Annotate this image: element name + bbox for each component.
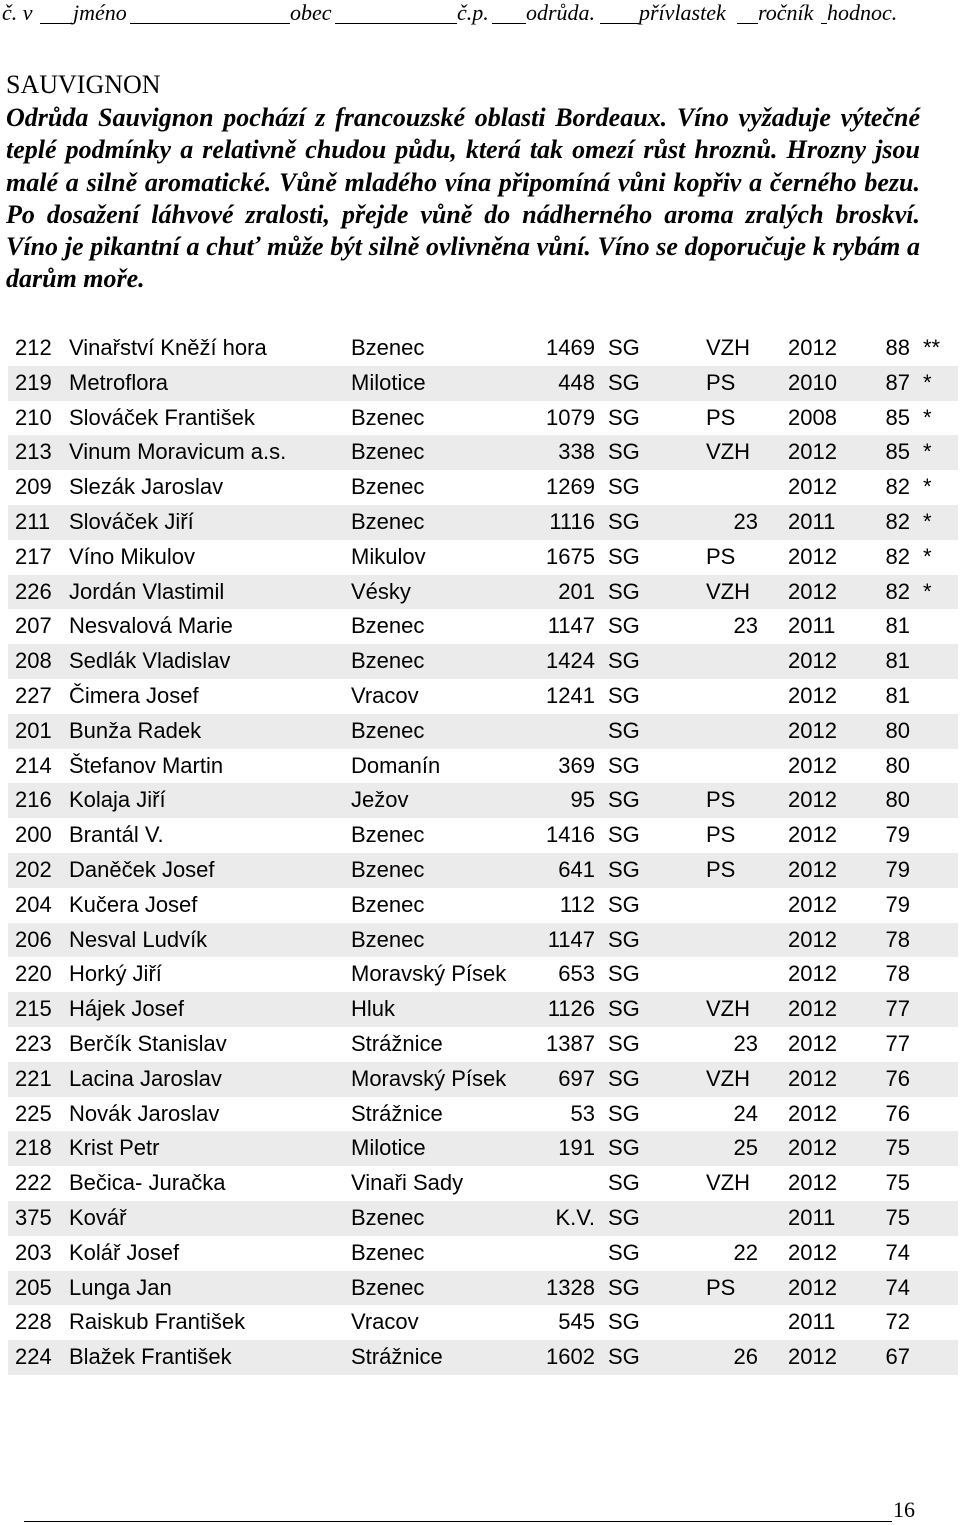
row-stars: *	[923, 439, 932, 465]
row-cp: 545	[558, 1309, 595, 1335]
header-underline	[335, 23, 457, 24]
table-row	[8, 992, 958, 1027]
section-title: SAUVIGNON	[6, 70, 161, 99]
row-privlastek: PS	[706, 404, 736, 430]
column-header	[0, 0, 960, 30]
table-row	[8, 923, 958, 958]
row-hodnoceni: 81	[885, 648, 910, 674]
row-name: Metroflora	[69, 369, 169, 395]
row-cp: K.V.	[555, 1204, 595, 1230]
row-obec: Ježov	[351, 787, 409, 813]
row-rocnik: 2012	[788, 682, 837, 708]
row-cp: 1116	[549, 508, 595, 534]
row-stars: *	[923, 543, 932, 569]
row-hodnoceni: 77	[885, 1030, 910, 1056]
row-name: Kučera Josef	[69, 891, 198, 917]
table-row	[8, 609, 958, 644]
row-privlastek: 23	[733, 508, 758, 534]
row-odruda: SG	[608, 1030, 640, 1056]
row-odruda: SG	[608, 508, 640, 534]
row-rocnik: 2012	[788, 648, 837, 674]
header-underline	[130, 23, 290, 24]
row-rocnik: 2012	[788, 1274, 837, 1300]
header-underline	[737, 23, 758, 24]
row-number: 217	[15, 543, 52, 569]
row-rocnik: 2012	[788, 822, 837, 848]
row-stars: *	[923, 578, 932, 604]
row-number: 203	[15, 1239, 52, 1265]
row-stars: *	[923, 474, 932, 500]
row-name: Horký Jiří	[69, 961, 162, 987]
table-row	[8, 1097, 958, 1132]
row-rocnik: 2012	[788, 543, 837, 569]
row-hodnoceni: 74	[885, 1239, 910, 1265]
row-obec: Bzenec	[351, 474, 425, 500]
row-number: 205	[15, 1274, 52, 1300]
row-hodnoceni: 67	[885, 1344, 910, 1370]
row-name: Kolaja Jiří	[69, 787, 166, 813]
row-number: 227	[15, 682, 52, 708]
row-rocnik: 2012	[788, 787, 837, 813]
row-odruda: SG	[608, 543, 640, 569]
row-cp: 1424	[546, 648, 595, 674]
row-stars: *	[923, 404, 932, 430]
row-cp: 697	[558, 1065, 595, 1091]
row-privlastek: 23	[733, 613, 758, 639]
row-number: 210	[15, 404, 52, 430]
row-number: 206	[15, 926, 52, 952]
row-number: 211	[15, 508, 51, 534]
row-obec: Bzenec	[351, 335, 425, 360]
table-row	[8, 1131, 958, 1166]
row-odruda: SG	[608, 961, 640, 987]
row-odruda: SG	[608, 682, 640, 708]
row-hodnoceni: 88	[885, 335, 910, 360]
row-hodnoceni: 74	[885, 1274, 910, 1300]
row-name: Čimera Josef	[69, 682, 199, 708]
row-name: Vinařství Kněží hora	[69, 335, 267, 360]
row-privlastek: 23	[733, 1030, 758, 1056]
header-privlastek: přívlastek	[639, 0, 726, 25]
row-hodnoceni: 80	[885, 752, 910, 778]
row-hodnoceni: 80	[885, 787, 910, 813]
table-row	[8, 888, 958, 923]
row-stars: *	[923, 369, 932, 395]
row-obec: Bzenec	[351, 1274, 425, 1300]
row-odruda: SG	[608, 891, 640, 917]
row-hodnoceni: 79	[885, 856, 910, 882]
row-rocnik: 2012	[788, 1135, 837, 1161]
row-odruda: SG	[608, 1170, 640, 1196]
row-hodnoceni: 78	[885, 961, 910, 987]
row-hodnoceni: 85	[885, 404, 910, 430]
row-privlastek: VZH	[706, 578, 750, 604]
row-rocnik: 2012	[788, 1065, 837, 1091]
row-odruda: SG	[608, 926, 640, 952]
row-odruda: SG	[608, 787, 640, 813]
row-rocnik: 2012	[788, 752, 837, 778]
row-hodnoceni: 76	[885, 1100, 910, 1126]
row-obec: Mikulov	[351, 543, 426, 569]
row-privlastek: VZH	[706, 335, 750, 360]
table-row	[8, 331, 958, 366]
row-name: Bečica- Juračka	[69, 1170, 226, 1196]
table-row	[8, 749, 958, 784]
row-number: 375	[15, 1204, 52, 1230]
row-rocnik: 2010	[788, 369, 837, 395]
row-cp: 1147	[547, 926, 595, 952]
row-name: Nesval Ludvík	[69, 926, 208, 952]
row-name: Blažek František	[69, 1344, 232, 1370]
row-odruda: SG	[608, 856, 640, 882]
row-number: 222	[15, 1170, 52, 1196]
row-cp: 1147	[547, 613, 595, 639]
row-number: 220	[15, 961, 52, 987]
row-privlastek: VZH	[706, 1065, 750, 1091]
footer-rule	[24, 1521, 892, 1522]
row-rocnik: 2012	[788, 1030, 837, 1056]
row-number: 200	[15, 822, 52, 848]
row-name: Daněček Josef	[69, 856, 215, 882]
row-cp: 641	[558, 856, 595, 882]
row-number: 221	[15, 1065, 52, 1091]
header-hodnoc: hodnoc.	[827, 0, 898, 25]
row-privlastek: PS	[706, 787, 736, 813]
row-obec: Bzenec	[351, 891, 425, 917]
row-obec: Bzenec	[351, 404, 425, 430]
table-row	[8, 957, 958, 992]
variety-description: Odrůda Sauvignon pochází z francouzské oblasti Bordeaux. Víno vyžaduje výtečné teplé podmínky a relativně chudou půdu, která tak omezí růst hroznů. Hrozny jsou malé a silně aromatické. Vůně mladého vína připomíná vůni kopřiv a černého bezu. Po dosažení láhvové zralosti, přejde vůně do nádherného aroma zralých broskví. Víno je pikantní a chuť může být silně ovlivněna vůní. Víno se doporučuje k rybám a darům moře.	[6, 103, 920, 294]
row-number: 225	[15, 1100, 52, 1126]
row-obec: Bzenec	[351, 717, 425, 743]
row-obec: Bzenec	[351, 856, 425, 882]
header-jmeno: jméno	[73, 0, 127, 25]
row-hodnoceni: 78	[885, 926, 910, 952]
row-odruda: SG	[608, 439, 640, 465]
row-number: 209	[15, 474, 52, 500]
row-name: Sedlák Vladislav	[69, 648, 231, 674]
row-obec: Strážnice	[351, 1030, 443, 1056]
row-stars: *	[923, 508, 932, 534]
row-rocnik: 2012	[788, 891, 837, 917]
row-hodnoceni: 85	[885, 439, 910, 465]
row-rocnik: 2011	[788, 508, 836, 534]
row-number: 208	[15, 648, 52, 674]
row-odruda: SG	[608, 1135, 640, 1161]
row-obec: Bzenec	[351, 822, 425, 848]
row-rocnik: 2012	[788, 926, 837, 952]
table-row	[8, 679, 958, 714]
row-obec: Bzenec	[351, 439, 425, 465]
row-cp: 1126	[547, 996, 595, 1022]
row-odruda: SG	[608, 752, 640, 778]
table-row	[8, 714, 958, 749]
table-row	[8, 1062, 958, 1097]
row-name: Štefanov Martin	[69, 752, 224, 778]
row-rocnik: 2012	[788, 474, 837, 500]
row-hodnoceni: 75	[885, 1135, 910, 1161]
row-number: 224	[15, 1344, 52, 1370]
row-privlastek: PS	[706, 856, 736, 882]
row-privlastek: 24	[733, 1100, 758, 1126]
row-odruda: SG	[608, 1274, 640, 1300]
row-hodnoceni: 80	[885, 717, 910, 743]
row-cp: 653	[558, 961, 595, 987]
row-name: Vinum Moravicum a.s.	[69, 439, 287, 465]
row-name: Novák Jaroslav	[69, 1100, 220, 1126]
row-number: 204	[15, 891, 52, 917]
row-obec: Vracov	[351, 1309, 419, 1335]
row-cp: 1241	[546, 682, 595, 708]
row-name: Kovář	[69, 1204, 127, 1230]
row-odruda: SG	[608, 613, 640, 639]
row-hodnoceni: 81	[885, 613, 910, 639]
row-privlastek: VZH	[706, 439, 750, 465]
row-rocnik: 2012	[788, 1239, 837, 1265]
row-hodnoceni: 81	[885, 682, 910, 708]
row-rocnik: 2011	[788, 1204, 836, 1230]
row-odruda: SG	[608, 369, 640, 395]
row-cp: 338	[558, 439, 595, 465]
row-rocnik: 2008	[788, 404, 837, 430]
row-hodnoceni: 82	[885, 508, 910, 534]
row-number: 218	[15, 1135, 52, 1161]
table-row	[8, 1201, 958, 1236]
row-privlastek: PS	[706, 369, 736, 395]
table-row	[8, 540, 958, 575]
row-obec: Bzenec	[351, 1204, 425, 1230]
row-hodnoceni: 82	[885, 543, 910, 569]
row-name: Jordán Vlastimil	[69, 578, 225, 604]
table-row	[8, 575, 958, 610]
row-cp: 1602	[546, 1344, 595, 1370]
row-name: Slováček Jiří	[69, 508, 194, 534]
table-row	[8, 401, 958, 436]
row-odruda: SG	[608, 578, 640, 604]
row-cp: 1328	[546, 1274, 595, 1300]
row-odruda: SG	[608, 1344, 640, 1370]
row-rocnik: 2012	[788, 961, 837, 987]
row-name: Víno Mikulov	[69, 543, 195, 569]
row-odruda: SG	[608, 1239, 640, 1265]
table-row	[8, 818, 958, 853]
table-row	[8, 470, 958, 505]
header-underline	[492, 23, 526, 24]
row-name: Kolář Josef	[69, 1239, 180, 1265]
table-row	[8, 1271, 958, 1306]
row-cp: 448	[558, 369, 595, 395]
row-name: Bunža Radek	[69, 717, 202, 743]
row-number: 213	[15, 439, 52, 465]
row-rocnik: 2012	[788, 717, 837, 743]
row-privlastek: VZH	[706, 1170, 750, 1196]
table-row	[8, 1340, 958, 1375]
row-hodnoceni: 79	[885, 822, 910, 848]
row-cp: 1269	[546, 474, 595, 500]
row-rocnik: 2012	[788, 578, 837, 604]
table-row	[8, 1166, 958, 1201]
header-odruda: odrůda.	[526, 0, 596, 25]
row-obec: Vracov	[351, 682, 419, 708]
row-cp: 1079	[546, 404, 595, 430]
row-obec: Strážnice	[351, 1100, 443, 1126]
row-obec: Moravský Písek	[351, 1065, 507, 1091]
row-name: Raiskub František	[69, 1309, 246, 1335]
row-obec: Hluk	[351, 996, 396, 1022]
row-rocnik: 2012	[788, 439, 837, 465]
row-number: 207	[15, 613, 52, 639]
row-odruda: SG	[608, 1100, 640, 1126]
header-cp: č.p.	[457, 0, 489, 25]
row-obec: Bzenec	[351, 613, 425, 639]
row-name: Slováček František	[69, 404, 255, 430]
row-hodnoceni: 82	[885, 474, 910, 500]
row-obec: Vésky	[351, 578, 411, 604]
row-privlastek: 25	[733, 1135, 758, 1161]
row-cp: 369	[558, 752, 595, 778]
row-odruda: SG	[608, 404, 640, 430]
row-number: 219	[15, 369, 52, 395]
row-name: Slezák Jaroslav	[69, 474, 224, 500]
row-cp: 1469	[546, 335, 595, 360]
row-number: 228	[15, 1309, 52, 1335]
row-rocnik: 2012	[788, 1344, 837, 1370]
row-obec: Vinaři Sady	[351, 1170, 464, 1196]
header-underline	[600, 23, 639, 24]
row-obec: Bzenec	[351, 926, 425, 952]
row-privlastek: PS	[706, 1274, 736, 1300]
row-stars: **	[923, 335, 941, 360]
row-hodnoceni: 87	[885, 369, 910, 395]
results-table	[8, 331, 958, 1375]
row-name: Brantál V.	[69, 822, 164, 848]
header-underline	[40, 23, 73, 24]
row-rocnik: 2012	[788, 1170, 837, 1196]
row-number: 202	[15, 856, 52, 882]
row-odruda: SG	[608, 335, 640, 360]
row-name: Hájek Josef	[69, 996, 184, 1022]
row-obec: Domanín	[351, 752, 441, 778]
row-obec: Milotice	[351, 1135, 426, 1161]
row-odruda: SG	[608, 648, 640, 674]
row-odruda: SG	[608, 1065, 640, 1091]
row-cp: 1675	[546, 543, 595, 569]
table-row	[8, 783, 958, 818]
row-obec: Bzenec	[351, 1239, 425, 1265]
row-number: 223	[15, 1030, 52, 1056]
row-privlastek: 22	[733, 1239, 758, 1265]
row-privlastek: VZH	[706, 996, 750, 1022]
row-cp: 201	[558, 578, 595, 604]
row-number: 212	[15, 335, 52, 360]
row-obec: Bzenec	[351, 648, 425, 674]
row-name: Nesvalová Marie	[69, 613, 233, 639]
row-hodnoceni: 72	[885, 1309, 910, 1335]
row-rocnik: 2011	[788, 613, 836, 639]
table-row	[8, 505, 958, 540]
row-hodnoceni: 79	[885, 891, 910, 917]
header-obec: obec	[290, 0, 332, 25]
row-cp: 53	[570, 1100, 595, 1126]
row-rocnik: 2012	[788, 1100, 837, 1126]
table-row	[8, 435, 958, 470]
row-cp: 112	[559, 891, 595, 917]
header-rocnik: ročník	[758, 0, 814, 25]
row-name: Krist Petr	[69, 1135, 160, 1161]
row-odruda: SG	[608, 1204, 640, 1230]
row-hodnoceni: 75	[885, 1204, 910, 1230]
row-obec: Milotice	[351, 369, 426, 395]
row-cp: 191	[558, 1135, 595, 1161]
table-row	[8, 1236, 958, 1271]
row-number: 216	[15, 787, 52, 813]
table-row	[8, 1305, 958, 1340]
row-rocnik: 2011	[788, 1309, 836, 1335]
page-number: 16	[893, 1497, 915, 1522]
row-cp: 1387	[546, 1030, 595, 1056]
row-number: 214	[15, 752, 52, 778]
row-cp: 95	[570, 787, 595, 813]
table-row	[8, 853, 958, 888]
row-privlastek: PS	[706, 822, 736, 848]
row-hodnoceni: 77	[885, 996, 910, 1022]
row-number: 215	[15, 996, 52, 1022]
row-number: 201	[15, 717, 52, 743]
row-odruda: SG	[608, 717, 640, 743]
row-privlastek: PS	[706, 543, 736, 569]
row-rocnik: 2012	[788, 335, 837, 360]
row-obec: Bzenec	[351, 508, 425, 534]
row-hodnoceni: 76	[885, 1065, 910, 1091]
row-odruda: SG	[608, 1309, 640, 1335]
row-rocnik: 2012	[788, 996, 837, 1022]
row-obec: Strážnice	[351, 1344, 443, 1370]
row-name: Berčík Stanislav	[69, 1030, 227, 1056]
row-obec: Moravský Písek	[351, 961, 507, 987]
row-name: Lunga Jan	[69, 1274, 172, 1300]
table-row	[8, 644, 958, 679]
row-privlastek: 26	[733, 1344, 758, 1370]
table-row	[8, 1027, 958, 1062]
header-cv: č. v	[2, 0, 33, 25]
row-hodnoceni: 82	[885, 578, 910, 604]
row-odruda: SG	[608, 996, 640, 1022]
table-row	[8, 366, 958, 401]
row-number: 226	[15, 578, 52, 604]
row-rocnik: 2012	[788, 856, 837, 882]
row-odruda: SG	[608, 822, 640, 848]
row-hodnoceni: 75	[885, 1170, 910, 1196]
row-cp: 1416	[546, 822, 595, 848]
row-name: Lacina Jaroslav	[69, 1065, 222, 1091]
row-odruda: SG	[608, 474, 640, 500]
